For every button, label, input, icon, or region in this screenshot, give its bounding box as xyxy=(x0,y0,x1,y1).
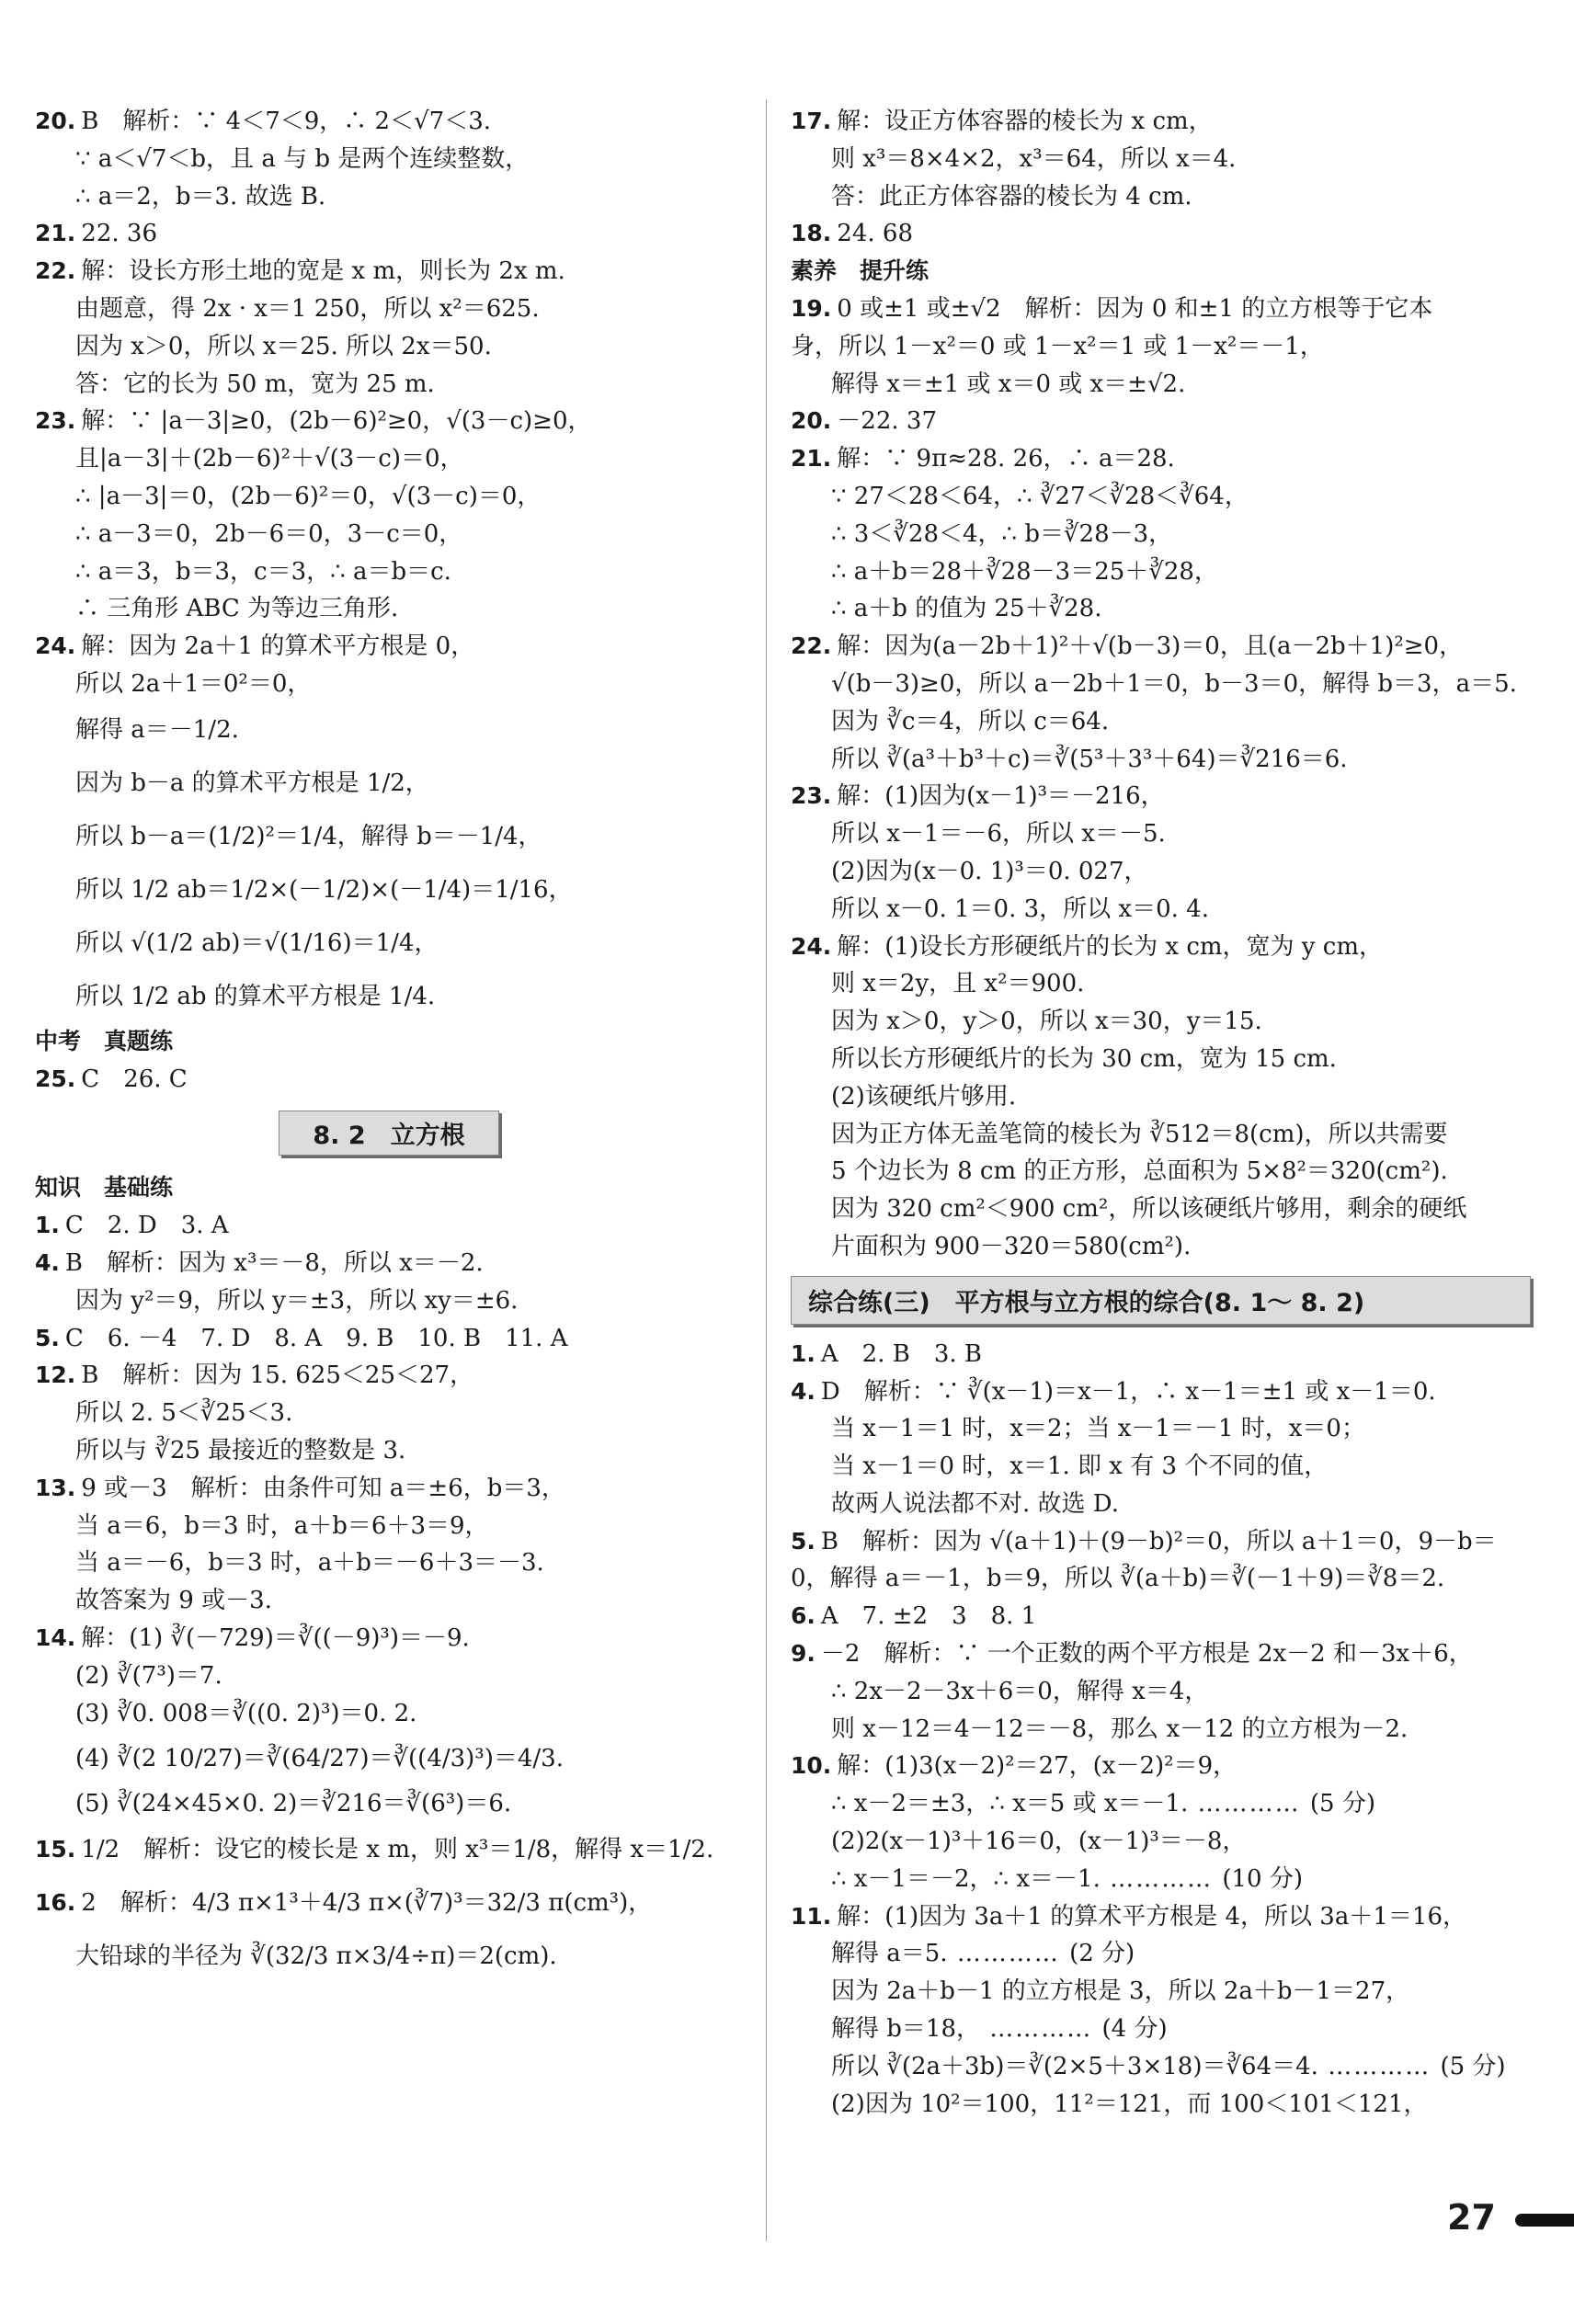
answer-line xyxy=(35,917,743,970)
answer-line xyxy=(791,1560,1531,1598)
answer-text: 解：(1)因为(x－1)³＝－216， xyxy=(837,782,1165,811)
answer-text: 24. 68 xyxy=(837,220,913,248)
answer-text: 解得 a＝－1/2. xyxy=(75,715,239,744)
page-number-bar xyxy=(1515,2214,1574,2227)
question-number: 23. xyxy=(791,782,832,810)
answer-line xyxy=(791,778,1531,815)
answer-text: 解：(1)3(x－2)²＝27，(x－2)²＝9， xyxy=(837,1752,1238,1781)
question-number: 22. xyxy=(35,257,76,285)
question-number: 20. xyxy=(35,108,76,134)
subsection-label xyxy=(35,1023,743,1061)
answer-line xyxy=(791,1523,1531,1561)
answer-text: 所以 ∛(2a＋3b)＝∛(2×5＋3×18)＝∛64＝4. xyxy=(831,2052,1318,2080)
answer-line xyxy=(791,2011,1531,2048)
answer-text: ∴ 2x－2－3x＋6＝0，解得 x＝4， xyxy=(831,1677,1209,1705)
question-number: 24. xyxy=(791,932,832,960)
subsection-label-text: 素养 提升练 xyxy=(791,257,930,285)
answer-line xyxy=(35,366,743,404)
answer-line xyxy=(35,103,743,141)
answer-text: 且|a－3|＋(2b－6)²＋√(3－c)＝0， xyxy=(75,445,464,473)
answer-text: 解：因为(a－2b＋1)²＋√(b－3)＝0，且(a－2b＋1)²≥0， xyxy=(837,632,1464,661)
answer-line xyxy=(791,815,1531,853)
answer-line xyxy=(791,666,1531,703)
question-number: 16. xyxy=(35,1889,76,1917)
answer-text: (2)2(x－1)³＋16＝0，(x－1)³＝－8， xyxy=(831,1828,1247,1856)
answer-line xyxy=(35,1320,743,1358)
answer-text: ∴ 三角形 ABC 为等边三角形. xyxy=(75,595,399,623)
answer-line xyxy=(791,366,1531,404)
answer-text: 解：设正方体容器的棱长为 x cm， xyxy=(837,108,1213,135)
answer-line xyxy=(791,1973,1531,2011)
answer-line xyxy=(35,1658,743,1695)
answer-line xyxy=(791,403,1531,440)
section-heading xyxy=(791,1271,1531,1330)
answer-line xyxy=(35,1876,743,1930)
answer-text: (4) ∛(2 10/27)＝∛(64/27)＝∛((4/3)³)＝4/3. xyxy=(75,1745,564,1773)
answer-line xyxy=(35,403,743,440)
answer-text: 因为 b－a 的算术平方根是 1/2， xyxy=(75,769,429,797)
answer-line xyxy=(35,1282,743,1320)
answer-text: 所以 2a＋1＝0²＝0， xyxy=(75,669,312,698)
score-note: (2 分) xyxy=(1069,1940,1135,1968)
answer-text: √(b－3)≥0，所以 a－2b＋1＝0，b－3＝0，解得 b＝3，a＝5. xyxy=(831,669,1517,698)
answer-line xyxy=(791,103,1531,141)
answer-line xyxy=(791,1823,1531,1861)
answer-text: 所以长方形硬纸片的长为 30 cm，宽为 15 cm. xyxy=(831,1044,1337,1073)
answer-text: A 7. ±2 3 8. 1 xyxy=(820,1602,1037,1631)
answer-text: 因为 x＞0，所以 x＝25. 所以 2x＝50. xyxy=(75,332,492,360)
question-number: 5. xyxy=(35,1324,60,1351)
answer-line xyxy=(35,328,743,366)
question-number: 11. xyxy=(791,1902,832,1930)
answer-text: 大铅球的半径为 ∛(32/3 π×3/4÷π)＝2(cm). xyxy=(75,1942,557,1971)
answer-text: ∴ a＋b 的值为 25＋∛28. xyxy=(831,595,1102,623)
question-number: 21. xyxy=(791,445,832,473)
answer-text: (5) ∛(24×45×0. 2)＝∛216＝∛(6³)＝6. xyxy=(75,1790,512,1818)
question-number: 10. xyxy=(791,1752,832,1780)
question-number: 13. xyxy=(35,1474,76,1501)
question-number: 15. xyxy=(35,1836,76,1863)
answer-text: 答：它的长为 50 m，宽为 25 m. xyxy=(75,370,435,398)
leader-dots: ………… xyxy=(980,2015,1102,2044)
question-number: 22. xyxy=(791,632,832,660)
answer-line xyxy=(35,440,743,478)
question-number: 17. xyxy=(791,108,832,134)
answer-line xyxy=(791,1041,1531,1078)
answer-text: ∴ a＝3，b＝3，c＝3，∴ a＝b＝c. xyxy=(75,557,451,586)
answer-text: 因为 ∛c＝4，所以 c＝64. xyxy=(831,707,1110,735)
answer-text: ∴ a＋b＝28＋∛28－3＝25＋∛28， xyxy=(831,557,1218,586)
answer-line xyxy=(35,215,743,253)
answer-text: 解：因为 2a＋1 的算术平方根是 0， xyxy=(81,632,475,661)
answer-text: ∴ 3＜∛28＜4，∴ b＝∛28－3， xyxy=(831,519,1173,548)
leader-dots: ………… xyxy=(1100,1864,1223,1893)
answer-text: (2)因为 10²＝100，11²＝121，而 100＜101＜121， xyxy=(831,2090,1428,2118)
answer-text: 故两人说法都不对. 故选 D. xyxy=(831,1489,1119,1518)
question-number: 21. xyxy=(35,220,76,247)
question-number: 1. xyxy=(35,1212,60,1239)
answer-line xyxy=(35,703,743,757)
answer-line xyxy=(791,1003,1531,1041)
answer-line xyxy=(791,2048,1531,2086)
answer-line xyxy=(791,1336,1531,1373)
subsection-label-text: 知识 基础练 xyxy=(35,1174,174,1202)
leader-dots: ………… xyxy=(947,1940,1070,1968)
question-number: 5. xyxy=(791,1527,816,1555)
answer-text: 身，所以 1－x²＝0 或 1－x²＝1 或 1－x²＝－1， xyxy=(791,332,1324,360)
answer-line xyxy=(791,1190,1531,1228)
answer-text: C 2. D 3. A xyxy=(64,1212,229,1240)
answer-text: ∴ x－1＝－2，∴ x＝－1. xyxy=(831,1864,1101,1893)
answer-line xyxy=(791,1635,1531,1673)
answer-text: 0，解得 a＝－1，b＝9，所以 ∛(a＋b)＝∛(－1＋9)＝∛8＝2. xyxy=(791,1565,1445,1593)
answer-line xyxy=(35,590,743,628)
question-number: 12. xyxy=(35,1361,76,1389)
section-heading-text: 8. 2 立方根 xyxy=(279,1111,498,1156)
answer-text: 因为正方体无盖笔筒的棱长为 ∛512＝8(cm)，所以共需要 xyxy=(831,1120,1448,1148)
answer-line xyxy=(35,1620,743,1658)
answer-text: 所以 2. 5＜∛25＜3. xyxy=(75,1399,293,1428)
answer-line xyxy=(35,290,743,328)
answer-text: (2)该硬纸片够用. xyxy=(831,1082,1017,1111)
answer-line xyxy=(791,928,1531,966)
score-note: (5 分) xyxy=(1440,2052,1506,2080)
answer-line xyxy=(35,141,743,178)
answer-text: 则 x＝2y，且 x²＝900. xyxy=(831,970,1085,998)
answer-text: (2) ∛(7³)＝7. xyxy=(75,1661,222,1690)
answer-text: ∴ a＝2，b＝3. 故选 B. xyxy=(75,182,326,211)
answer-text: B 解析：∵ 4＜7＜9，∴ 2＜√7＜3. xyxy=(81,108,492,135)
answer-text: B 解析：因为 x³＝－8，所以 x＝－2. xyxy=(64,1248,484,1277)
answer-line xyxy=(791,1785,1531,1823)
answer-text: (2)因为(x－0. 1)³＝0. 027， xyxy=(831,857,1148,885)
leader-dots: ………… xyxy=(1317,2052,1441,2080)
answer-text: 5 个边长为 8 cm 的正方形，总面积为 5×8²＝320(cm²). xyxy=(831,1157,1448,1186)
answer-line xyxy=(791,290,1531,328)
answer-line xyxy=(35,1544,743,1582)
answer-text: 则 x－12＝4－12＝－8，那么 x－12 的立方根为－2. xyxy=(831,1715,1409,1743)
answer-line xyxy=(35,1207,743,1245)
answer-text: 0 或±1 或±√2 解析：因为 0 和±1 的立方根等于它本 xyxy=(837,294,1433,323)
answer-text: ∵ 27＜28＜64，∴ ∛27＜∛28＜∛64， xyxy=(831,482,1249,510)
question-number: 20. xyxy=(791,407,832,435)
question-number: 4. xyxy=(791,1377,816,1405)
answer-text: D 解析：∵ ∛(x－1)＝x－1，∴ x－1＝±1 或 x－1＝0. xyxy=(820,1377,1436,1406)
section-heading xyxy=(35,1105,743,1160)
answer-line xyxy=(791,1410,1531,1448)
answer-line xyxy=(35,1357,743,1395)
answer-text: C 6. －4 7. D 8. A 9. B 10. B 11. A xyxy=(64,1324,568,1352)
answer-text: 所以 1/2 ab 的算术平方根是 1/4. xyxy=(75,982,436,1010)
answer-line xyxy=(35,1930,743,1983)
answer-line xyxy=(35,1395,743,1432)
right-column xyxy=(791,103,1531,2123)
answer-text: 当 a＝－6，b＝3 时，a＋b＝－6＋3＝－3. xyxy=(75,1549,544,1578)
answer-text: 解得 x＝±1 或 x＝0 或 x＝±√2. xyxy=(831,370,1186,398)
answer-line xyxy=(35,553,743,591)
question-number: 24. xyxy=(35,632,76,660)
answer-line xyxy=(35,1732,743,1785)
score-note: (5 分) xyxy=(1309,1790,1375,1818)
answer-text: 则 x³＝8×4×2，x³＝64，所以 x＝4. xyxy=(831,144,1237,173)
answer-line xyxy=(791,1898,1531,1936)
question-number: 1. xyxy=(791,1339,816,1367)
left-column xyxy=(35,103,743,1983)
answer-line xyxy=(791,1861,1531,1898)
answer-line xyxy=(35,1432,743,1470)
answer-text: (3) ∛0. 008＝∛((0. 2)³)＝0. 2. xyxy=(75,1699,417,1727)
question-number: 23. xyxy=(35,407,76,435)
answer-line xyxy=(791,1748,1531,1785)
section-heading-text: 综合练(三) 平方根与立方根的综合(8. 1～ 8. 2) xyxy=(791,1276,1531,1325)
column-divider xyxy=(766,99,767,2241)
answer-text: 所以 1/2 ab＝1/2×(－1/2)×(－1/4)＝1/16， xyxy=(75,875,573,904)
answer-line xyxy=(791,328,1531,366)
answer-line xyxy=(35,628,743,666)
question-number: 19. xyxy=(791,294,832,322)
answer-line xyxy=(35,666,743,703)
answer-line xyxy=(35,1695,743,1733)
answer-text: ∵ a＜√7＜b，且 a 与 b 是两个连续整数， xyxy=(75,144,530,173)
question-number: 18. xyxy=(791,220,832,247)
answer-text: 解：(1)设长方形硬纸片的长为 x cm，宽为 y cm， xyxy=(837,932,1383,961)
answer-text: 因为 x＞0，y＞0，所以 x＝30，y＝15. xyxy=(831,1008,1262,1036)
answer-text: 所以 x－1＝－6，所以 x＝－5. xyxy=(831,820,1166,849)
answer-text: 解：∵ |a－3|≥0，(2b－6)²≥0，√(3－c)≥0， xyxy=(81,407,592,436)
answer-line xyxy=(35,863,743,917)
answer-text: 所以 x－0. 1＝0. 3，所以 x＝0. 4. xyxy=(831,894,1209,923)
answer-text: 因为 y²＝9，所以 y＝±3，所以 xy＝±6. xyxy=(75,1286,519,1315)
answer-line xyxy=(791,1598,1531,1635)
answer-text: 所以 ∛(a³＋b³＋c)＝∛(5³＋3³＋64)＝∛216＝6. xyxy=(831,745,1348,773)
answer-line xyxy=(35,253,743,290)
answer-line xyxy=(791,553,1531,591)
question-number: 4. xyxy=(35,1248,60,1276)
answer-line xyxy=(791,1673,1531,1711)
answer-text: B 解析：因为 √(a＋1)＋(9－b)²＝0，所以 a＋1＝0，9－b＝ xyxy=(820,1527,1497,1555)
answer-text: 故答案为 9 或－3. xyxy=(75,1587,272,1615)
answer-text: 9 或－3 解析：由条件可知 a＝±6，b＝3， xyxy=(81,1474,565,1502)
answer-text: ∴ |a－3|＝0，(2b－6)²＝0，√(3－c)＝0， xyxy=(75,482,542,510)
answer-line xyxy=(35,1470,743,1508)
answer-line xyxy=(791,1711,1531,1749)
answer-line xyxy=(35,478,743,516)
answer-line xyxy=(35,1508,743,1545)
leader-dots: ………… xyxy=(1188,1790,1310,1818)
answer-text: 当 x－1＝0 时，x＝1. 即 x 有 3 个不同的值， xyxy=(831,1452,1329,1481)
answer-line xyxy=(791,440,1531,478)
answer-line xyxy=(35,516,743,553)
answer-line xyxy=(35,1785,743,1823)
answer-line xyxy=(791,965,1531,1003)
page-number: 27 xyxy=(1447,2197,1496,2238)
answer-text: 所以 √(1/2 ab)＝√(1/16)＝1/4， xyxy=(75,928,439,957)
answer-line xyxy=(791,178,1531,216)
answer-line xyxy=(791,1935,1531,1973)
answer-text: 所以与 ∛25 最接近的整数是 3. xyxy=(75,1436,406,1464)
subsection-label xyxy=(35,1169,743,1207)
answer-text: 当 x－1＝1 时，x＝2；当 x－1＝－1 时，x＝0； xyxy=(831,1415,1365,1443)
answer-line xyxy=(791,141,1531,178)
answer-text: 因为 2a＋b－1 的立方根是 3，所以 2a＋b－1＝27， xyxy=(831,1977,1410,2006)
answer-line xyxy=(791,1153,1531,1190)
question-number: 14. xyxy=(35,1623,76,1651)
answer-text: 解：(1)因为 3a＋1 的算术平方根是 4，所以 3a＋1＝16， xyxy=(837,1902,1466,1931)
answer-line xyxy=(35,757,743,810)
answer-text: ∴ x－2＝±3，∴ x＝5 或 x＝－1. xyxy=(831,1790,1189,1818)
answer-line xyxy=(791,628,1531,666)
answer-line xyxy=(791,590,1531,628)
answer-text: ∴ a－3＝0，2b－6＝0，3－c＝0， xyxy=(75,519,463,548)
answer-line xyxy=(35,1061,743,1099)
answer-line xyxy=(791,703,1531,741)
answer-text: 解：∵ 9π≈28. 26，∴ a＝28. xyxy=(837,445,1175,473)
answer-line xyxy=(791,1228,1531,1266)
answer-line xyxy=(791,1486,1531,1523)
answer-line xyxy=(791,516,1531,553)
question-number: 9. xyxy=(791,1640,816,1668)
answer-line xyxy=(35,178,743,216)
answer-line xyxy=(35,810,743,863)
answer-line xyxy=(791,741,1531,779)
answer-text: B 解析：因为 15. 625＜25＜27， xyxy=(81,1361,474,1390)
answer-text: －22. 37 xyxy=(837,407,937,436)
answer-text: A 2. B 3. B xyxy=(820,1339,983,1368)
score-note: (10 分) xyxy=(1222,1864,1304,1893)
answer-line xyxy=(791,1448,1531,1486)
subsection-label xyxy=(791,253,1531,290)
answer-text: －2 解析：∵ 一个正数的两个平方根是 2x－2 和－3x＋6， xyxy=(820,1640,1473,1669)
answer-line xyxy=(35,1245,743,1282)
answer-line xyxy=(791,478,1531,516)
answer-line xyxy=(791,853,1531,891)
answer-text: 当 a＝6，b＝3 时，a＋b＝6＋3＝9， xyxy=(75,1511,489,1540)
answer-line xyxy=(791,1116,1531,1154)
answer-text: 解得 a＝5. xyxy=(831,1940,948,1968)
answer-line xyxy=(791,1373,1531,1411)
subsection-label-text: 中考 真题练 xyxy=(35,1027,174,1054)
answer-text: C 26. C xyxy=(81,1065,188,1093)
answer-text: 由题意，得 2x · x＝1 250，所以 x²＝625. xyxy=(75,294,540,323)
answer-text: 解：设长方形土地的宽是 x m，则长为 2x m. xyxy=(81,257,565,286)
answer-text: 解得 b＝18， xyxy=(831,2015,980,2044)
answer-line xyxy=(791,215,1531,253)
answer-line xyxy=(791,1078,1531,1116)
answer-text: 因为 320 cm²＜900 cm²，所以该硬纸片够用，剩余的硬纸 xyxy=(831,1195,1467,1224)
answer-text: 答：此正方体容器的棱长为 4 cm. xyxy=(831,182,1192,211)
answer-text: 2 解析：4/3 π×1³＋4/3 π×(∛7)³＝32/3 π(cm³)， xyxy=(81,1889,653,1918)
answer-line xyxy=(35,1823,743,1876)
answer-line xyxy=(35,970,743,1023)
answer-line xyxy=(791,891,1531,928)
answer-text: 解：(1) ∛(－729)＝∛((－9)³)＝－9. xyxy=(81,1623,470,1652)
question-number: 6. xyxy=(791,1602,816,1630)
answer-text: 22. 36 xyxy=(81,220,157,248)
question-number: 25. xyxy=(35,1065,76,1092)
score-note: (4 分) xyxy=(1101,2015,1168,2044)
answer-text: 所以 b－a＝(1/2)²＝1/4，解得 b＝－1/4， xyxy=(75,822,542,850)
answer-text: 1/2 解析：设它的棱长是 x m，则 x³＝1/8，解得 x＝1/2. xyxy=(81,1836,714,1864)
answer-line xyxy=(791,2086,1531,2124)
answer-text: 片面积为 900－320＝580(cm²). xyxy=(831,1232,1192,1260)
answer-line xyxy=(35,1582,743,1620)
